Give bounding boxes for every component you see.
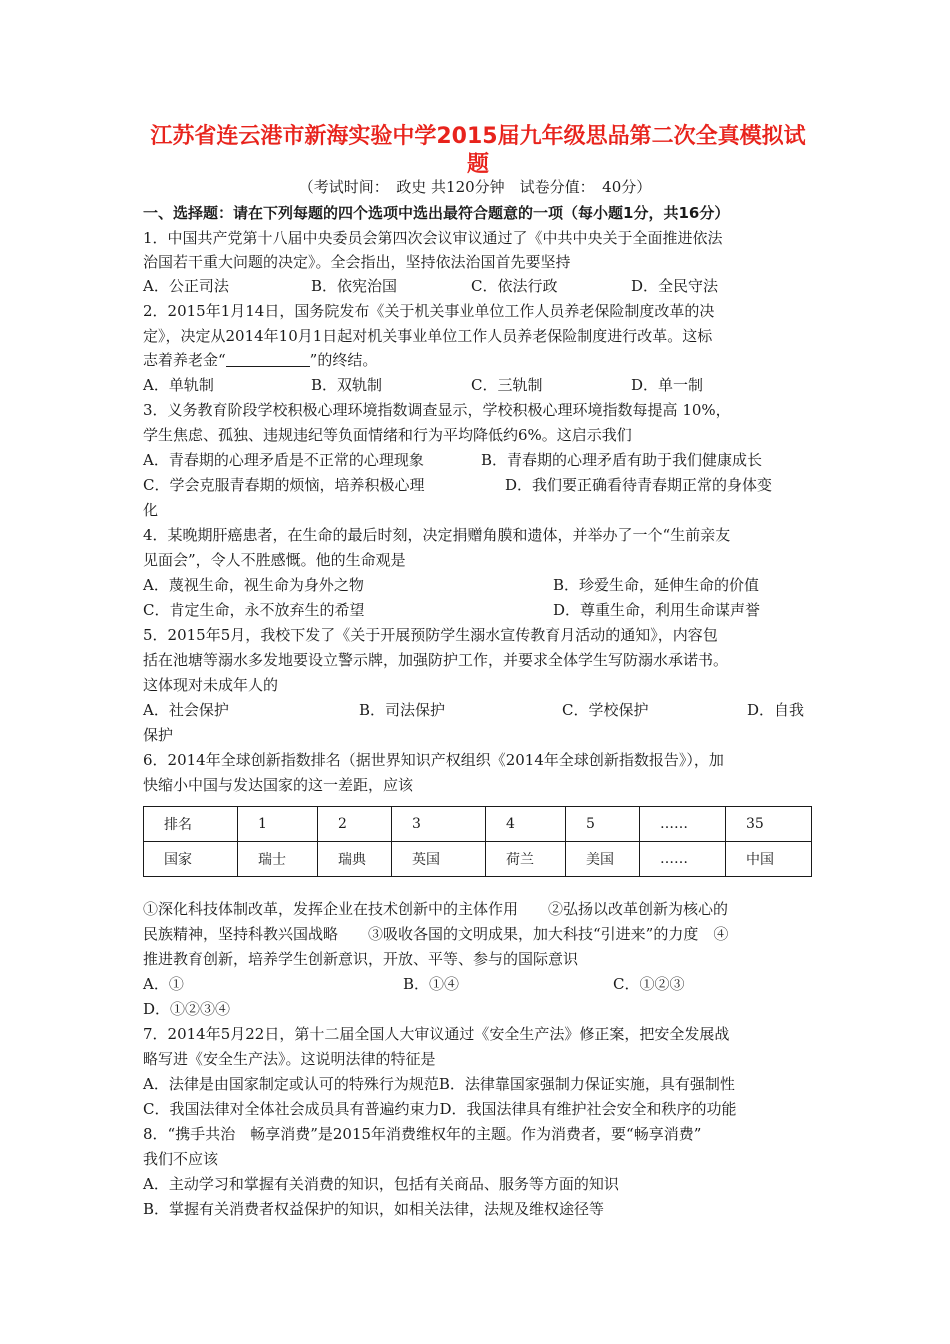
q8-stem-line1: 8．“携手共治 畅享消费”是2015年消费维权年的主题。作为消费者，要“畅享消费” xyxy=(143,1125,702,1143)
q4-option-a: A．蔑视生命，视生命为身外之物 xyxy=(143,576,364,594)
q5-option-b: B．司法保护 xyxy=(359,701,446,719)
q6-statements-line2: 民族精神，坚持科教兴国战略 ③吸收各国的文明成果，加大科技“引进来”的力度 ④ xyxy=(143,925,729,943)
table-cell: 2 xyxy=(318,807,392,842)
q6-option-d: D．①②③④ xyxy=(143,1000,231,1018)
table-cell: 英国 xyxy=(392,842,486,877)
q2-stem-line1: 2．2015年1月14日，国务院发布《关于机关事业单位工作人员养老保险制度改革的决 xyxy=(143,302,715,320)
q6-stem-line1: 6．2014年全球创新指数排名（据世界知识产权组织《2014年全球创新指数报告》），加 xyxy=(143,751,724,769)
table-cell: 35 xyxy=(726,807,812,842)
table-cell: 荷兰 xyxy=(486,842,566,877)
innovation-ranking-table xyxy=(143,806,812,877)
q2-option-d: D．单一制 xyxy=(631,376,704,394)
q4-option-c: C．肯定生命，永不放弃生的希望 xyxy=(143,601,365,619)
q3-option-a: A．青春期的心理矛盾是不正常的心理现象 xyxy=(143,451,424,469)
q5-stem-line1: 5．2015年5月，我校下发了《关于开展预防学生溺水宣传教育月活动的通知》，内容包 xyxy=(143,626,718,644)
table-cell: 1 xyxy=(238,807,318,842)
q5-stem-line3: 这体现对未成年人的 xyxy=(143,676,279,694)
q3-option-d-continued: 化 xyxy=(143,501,159,519)
q6-option-a: A．① xyxy=(143,975,184,993)
table-cell: 瑞典 xyxy=(318,842,392,877)
q5-option-a: A．社会保护 xyxy=(143,701,229,719)
section-heading: 一、选择题：请在下列每题的四个选项中选出最符合题意的一项（每小题1分，共16分） xyxy=(143,204,730,222)
q8-stem-line2: 我们不应该 xyxy=(143,1150,219,1168)
exam-title-line1: 江苏省连云港市新海实验中学2015届九年级思品第二次全真模拟试 xyxy=(150,124,806,149)
q5-option-c: C．学校保护 xyxy=(562,701,649,719)
table-row-country xyxy=(144,842,812,877)
q3-stem-line1: 3．义务教育阶段学校积极心理环境指数调查显示，学校积极心理环境指数每提高 10%， xyxy=(143,401,731,419)
table-cell: 3 xyxy=(392,807,486,842)
table-cell: 瑞士 xyxy=(238,842,318,877)
q3-option-d: D．我们要正确看待青春期正常的身体变 xyxy=(505,476,773,494)
q3-stem-line2: 学生焦虑、孤独、违规违纪等负面情绪和行为平均降低约6%。这启示我们 xyxy=(143,426,632,444)
q6-statements-line1: ①深化科技体制改革，发挥企业在技术创新中的主体作用 ②弘扬以改革创新为核心的 xyxy=(143,900,729,918)
q2-stem-line2: 定》，决定从2014年10月1日起对机关事业单位工作人员养老保险制度进行改革。这标 xyxy=(143,327,713,345)
table-row-rank xyxy=(144,807,812,842)
table-cell: 中国 xyxy=(726,842,812,877)
q1-stem-line1: 1．中国共产党第十八届中央委员会第四次会议审议通过了《中共中央关于全面推进依法 xyxy=(143,229,723,247)
q1-stem-line2: 治国若干重大问题的决定》。全会指出，坚持依法治国首先要坚持 xyxy=(143,253,571,271)
q2-option-b: B．双轨制 xyxy=(311,376,383,394)
q1-option-b: B．依宪治国 xyxy=(311,277,398,295)
q8-option-b: B．掌握有关消费者权益保护的知识，如相关法律，法规及维权途径等 xyxy=(143,1200,605,1218)
exam-title-line2: 题 xyxy=(466,152,489,177)
q1-option-d: D．全民守法 xyxy=(631,277,719,295)
q6-option-c: C．①②③ xyxy=(613,975,685,993)
table-cell: 国家 xyxy=(144,842,238,877)
q3-option-b: B．青春期的心理矛盾有助于我们健康成长 xyxy=(481,451,763,469)
table-cell: …… xyxy=(640,842,726,877)
q7-stem-line2: 略写进《安全生产法》。这说明法律的特征是 xyxy=(143,1050,436,1068)
q2-option-c: C．三轨制 xyxy=(471,376,543,394)
q8-option-a: A．主动学习和掌握有关消费的知识，包括有关商品、服务等方面的知识 xyxy=(143,1175,619,1193)
table-cell: 美国 xyxy=(566,842,640,877)
q2-stem-line3 xyxy=(143,349,377,371)
q2-stem-after-blank: ”的终结。 xyxy=(309,351,378,369)
q2-stem-before-blank: 志着养老金“ xyxy=(143,351,226,369)
q4-option-d: D．尊重生命，利用生命谋声誉 xyxy=(553,601,761,619)
exam-info: （考试时间： 政史 共120分钟 试卷分值： 40分） xyxy=(298,178,652,196)
q5-stem-line2: 括在池塘等溺水多发地要设立警示牌，加强防护工作，并要求全体学生写防溺水承诺书。 xyxy=(143,651,729,669)
table-cell: 5 xyxy=(566,807,640,842)
table-cell: 4 xyxy=(486,807,566,842)
q5-option-d: D．自我 xyxy=(747,701,805,719)
q7-options-line1: A．法律是由国家制定或认可的特殊行为规范B．法律靠国家强制力保证实施，具有强制性 xyxy=(143,1075,735,1093)
q4-stem-line2: 见面会”，令人不胜感慨。他的生命观是 xyxy=(143,551,406,569)
answer-blank xyxy=(226,352,310,367)
q3-option-c: C．学会克服青春期的烦恼，培养积极心理 xyxy=(143,476,425,494)
q5-option-d-continued: 保护 xyxy=(143,726,174,744)
q1-option-a: A．公正司法 xyxy=(143,277,229,295)
q6-stem-line2: 快缩小中国与发达国家的这一差距，应该 xyxy=(143,776,414,794)
q7-options-line2: C．我国法律对全体社会成员具有普遍约束力D．我国法律具有维护社会安全和秩序的功能 xyxy=(143,1100,737,1118)
table-cell: …… xyxy=(640,807,726,842)
q6-statements-line3: 推进教育创新，培养学生创新意识，开放、平等、参与的国际意识 xyxy=(143,950,579,968)
q4-option-b: B．珍爱生命，延伸生命的价值 xyxy=(553,576,760,594)
q4-stem-line1: 4．某晚期肝癌患者，在生命的最后时刻，决定捐赠角膜和遗体，并举办了一个“生前亲友 xyxy=(143,526,731,544)
q7-stem-line1: 7．2014年5月22日，第十二届全国人大审议通过《安全生产法》修正案，把安全发展战 xyxy=(143,1025,730,1043)
q6-option-b: B．①④ xyxy=(403,975,460,993)
q1-option-c: C．依法行政 xyxy=(471,277,558,295)
table-cell: 排名 xyxy=(144,807,238,842)
q2-option-a: A．单轨制 xyxy=(143,376,214,394)
